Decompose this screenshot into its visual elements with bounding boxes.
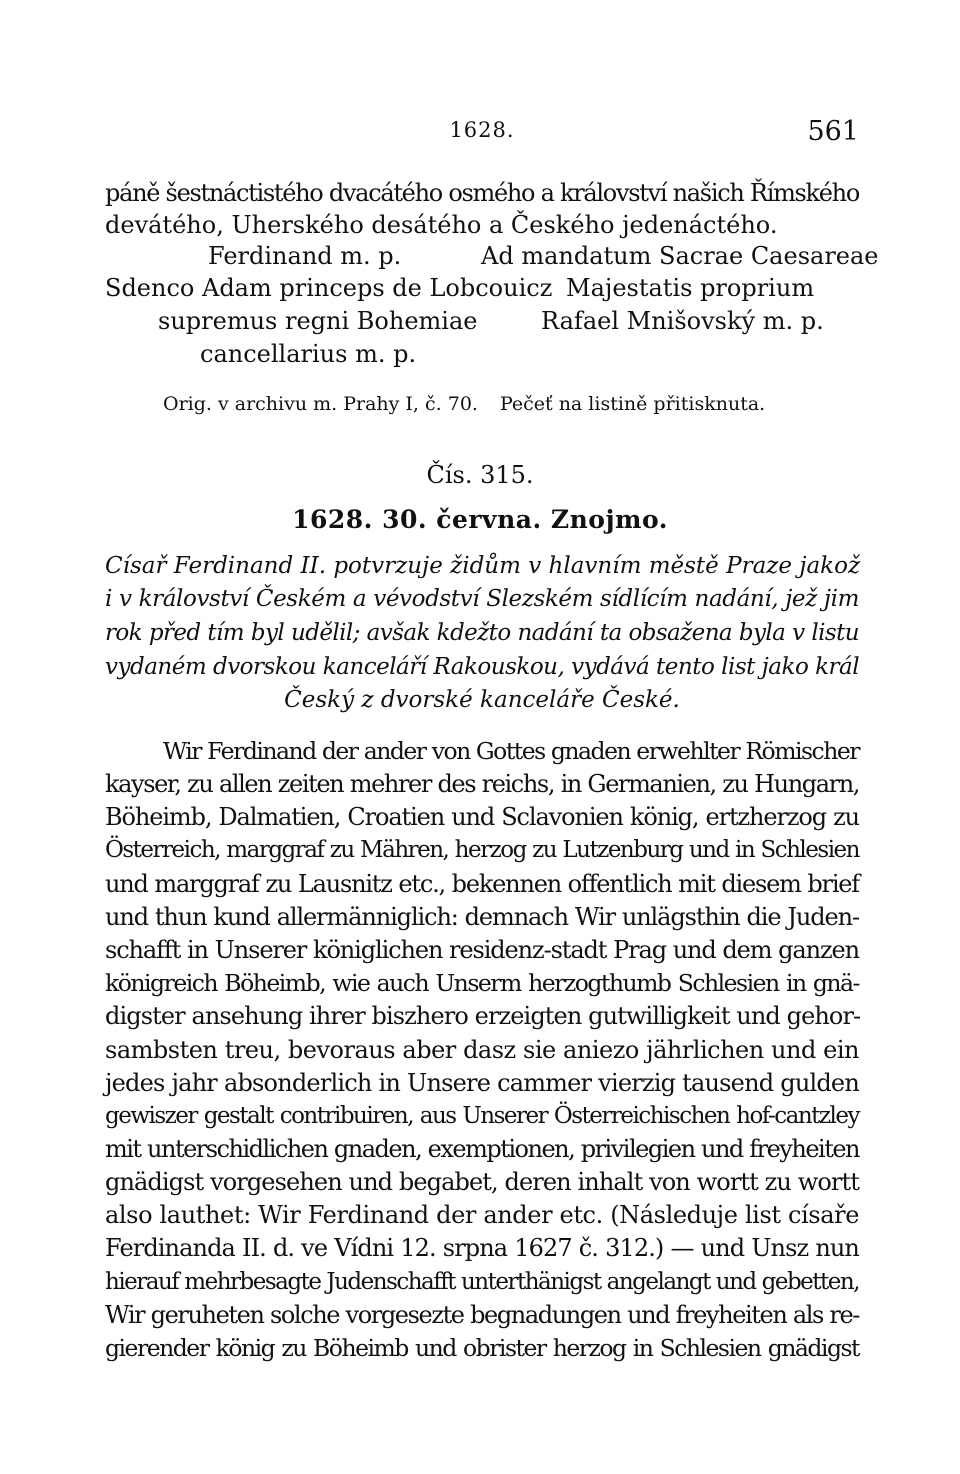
body-line: jedes jahr absonderlich in Unsere cammer vierzig tausend gulden: [105, 1069, 859, 1097]
body-line: hierauf mehrbesagte Judenschafft unterthänigst angelangt und gebetten,: [105, 1269, 859, 1295]
signature-left-1: Ferdinand m. p.: [208, 242, 402, 270]
archival-note: [163, 393, 765, 415]
body-line: Ferdinanda II. d. ve Vídni 12. srpna 1627 č. 312.) — und Unsz nun: [105, 1234, 859, 1262]
body-line: Wir geruheten solche vorgesezte begnadungen und freyheiten als re-: [105, 1301, 859, 1329]
body-line: digster ansehung ihrer biszhero erzeigten gutwilligkeit und gehor-: [105, 1002, 861, 1030]
body-line: also lauthet: Wir Ferdinand der ander etc. (Následuje list císaře: [105, 1201, 859, 1229]
regest-line: Císař Ferdinand II. potvrzuje židům v hlavním městě Praze jakož: [105, 553, 861, 579]
regest-line: rok před tím byl udělil; avšak kdežto nadání ta obsažena byla v listu: [105, 620, 859, 646]
regest-line: Český z dvorské kanceláře České.: [284, 687, 680, 713]
document-dateline: 1628. 30. června. Znojmo.: [292, 505, 668, 534]
body-line: schafft in Unserer königlichen residenz-stadt Prag und dem ganzen: [105, 936, 859, 964]
body-line: mit unterschidlichen gnaden, exemptionen, privilegien und freyheiten: [105, 1135, 859, 1163]
signature-left-4: cancellarius m. p.: [200, 340, 417, 368]
page-number: 561: [807, 116, 859, 147]
body-line: kayser, zu allen zeiten mehrer des reichs, in Germanien, zu Hungarn,: [105, 770, 859, 798]
body-line: und marggraf zu Lausnitz etc., bekennen offentlich mit diesem brief: [105, 870, 859, 898]
body-line: gierender könig zu Böheimb und obrister herzog in Schlesien gnädigst: [105, 1334, 859, 1362]
signature-right-3: Rafael Mnišovský m. p.: [541, 307, 824, 335]
signature-right-2: Majestatis proprium: [566, 274, 815, 302]
body-line: Böheimb, Dalmatien, Croatien und Sclavonien könig, ertzherzog zu: [105, 803, 859, 831]
body-line: königreich Böheimb, wie auch Unserm herzogthumb Schlesien in gnä-: [105, 969, 859, 997]
signature-left-2: Sdenco Adam princeps de Lobcouicz: [105, 274, 553, 302]
opening-line-2: devátého, Uherského desátého a Českého jedenáctého.: [105, 211, 778, 239]
body-line: gnädigst vorgesehen und begabet, deren inhalt von wortt zu wortt: [105, 1168, 859, 1196]
signature-left-3: supremus regni Bohemiae: [158, 307, 478, 335]
opening-line-1: páně šestnáctistého dvacátého osmého a království našich Římského: [105, 179, 859, 207]
body-line: gewiszer gestalt contribuiren, aus Unserer Österreichischen hof-cantzley: [105, 1103, 859, 1129]
body-line: Österreich, marggraf zu Mähren, herzog zu Lutzenburg und in Schlesien: [105, 837, 859, 863]
seal-note: Pečeť na listině přitisknuta.: [499, 393, 766, 415]
header-year: 1628.: [449, 118, 515, 142]
body-line: Wir Ferdinand der ander von Gottes gnaden erwehlter Römischer: [163, 737, 859, 765]
regest-line: vydaném dvorskou kanceláří Rakouskou, vydává tento list jako král: [105, 654, 860, 680]
body-line: sambsten treu, bevoraus aber dasz sie aniezo jährlichen und ein: [105, 1036, 859, 1064]
archive-reference: Orig. v archivu m. Prahy I, č. 70.: [163, 393, 478, 415]
running-header: [105, 118, 859, 150]
document-number: Čís. 315.: [426, 461, 534, 489]
signature-right-1: Ad mandatum Sacrae Caesareae: [481, 242, 879, 270]
body-line: und thun kund allermänniglich: demnach Wir unlägsthin die Juden-: [105, 903, 859, 931]
regest-line: i v království Českém a vévodství Slezském sídlícím nadání, jež jim: [105, 586, 859, 612]
